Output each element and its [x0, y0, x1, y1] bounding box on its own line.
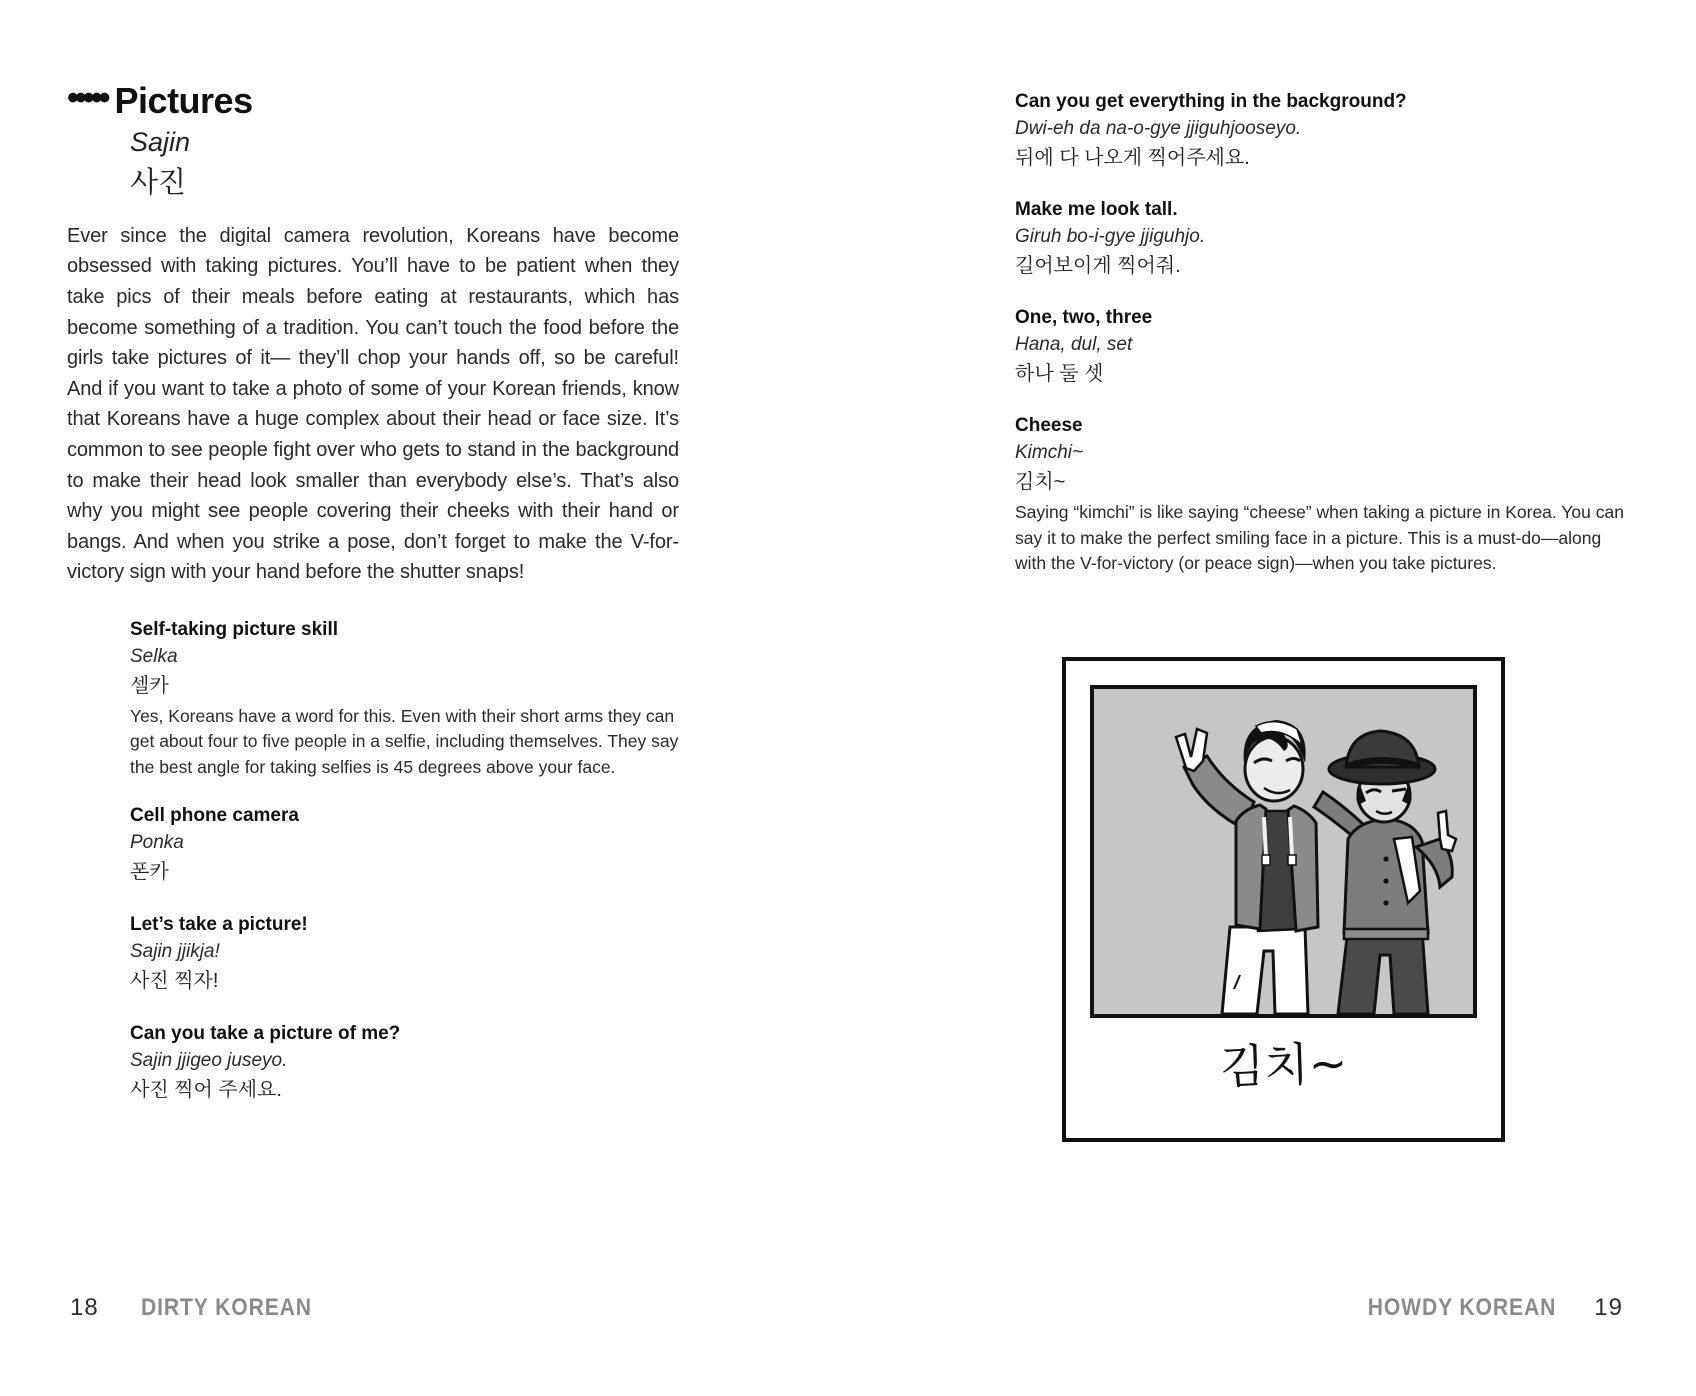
book-title-left: DIRTY KOREAN: [140, 1294, 312, 1321]
phrase-entry: [1015, 304, 1631, 391]
chapter-title: Pictures: [114, 80, 253, 121]
phrase-korean: 하나 둘 셋: [1015, 363, 1104, 385]
phrase-list-left: [130, 616, 679, 1108]
chapter-title-row: [67, 78, 679, 121]
phrase-entry: [130, 1020, 679, 1107]
phrase-romanization: Dwi-eh da na-o-gye jjiguhjooseyo.: [1015, 118, 1302, 139]
phrase-romanization: Ponka: [130, 832, 184, 854]
phrase-romanization: Sajin jjigeo juseyo.: [130, 1050, 288, 1072]
phrase-entry: [130, 911, 679, 998]
phrase-english: Let’s take a picture!: [130, 914, 308, 936]
phrase-english: One, two, three: [1015, 307, 1153, 328]
friends-posing-illustration: [1090, 685, 1477, 1018]
phrase-korean: 사진 찍어 주세요.: [130, 1079, 282, 1102]
phrase-entry: [1015, 196, 1631, 283]
phrase-note: Yes, Koreans have a word for this. Even with their short arms they can get about four to five people in a selfie, including themselves. They say the best angle for taking selfies is 45 degrees above your face.: [130, 705, 679, 777]
phrase-korean: 김치~: [1015, 471, 1066, 493]
phrase-korean: 셀카: [130, 674, 169, 697]
phrase-romanization: Giruh bo-i-gye jjiguhjo.: [1015, 226, 1206, 247]
phrase-entry: [130, 802, 679, 889]
phrase-note: Saying “kimchi” is like saying “cheese” when taking a picture in Korea. You can say it to make the perfect smiling face in a picture. This is a must-do—along with the V-for-victory (or peace sign)—when you take pictures.: [1015, 502, 1624, 573]
phrase-korean: 길어보이게 찍어줘.: [1015, 255, 1181, 277]
left-page: [67, 78, 679, 1129]
phrase-english: Can you get everything in the background?: [1015, 91, 1407, 112]
page-number-right: 19: [1594, 1294, 1623, 1321]
phrase-english: Self-taking picture skill: [130, 618, 338, 640]
phrase-entry: [1015, 88, 1631, 175]
book-title-right: HOWDY KOREAN: [1367, 1294, 1557, 1321]
right-page: [1015, 88, 1631, 598]
phrase-korean: 폰카: [130, 861, 169, 884]
phrase-english: Make me look tall.: [1015, 199, 1178, 220]
chapter-romanization: Sajin: [130, 126, 191, 157]
phrase-korean: 뒤에 다 나오게 찍어주세요.: [1015, 147, 1250, 169]
intro-paragraph: Ever since the digital camera revolution, Koreans have become obsessed with taking pictures. You’ll have to be patient when they take pics of their meals before eating at restaurants, which has become something of a tradition. You can’t touch the food before the girls take pictures of it— they’ll chop your hands off, so be careful! And if you want to take a photo of some of your Korean friends, know that Koreans have a huge complex about their head or face size. It’s common to see people fight over who gets to stand in the background to make their head look smaller than everybody else’s. That’s also why you might see people covering their cheeks with their hand or bangs. And when you strike a pose, don’t forget to make the V-for-victory sign with your hand before the shutter snaps!: [67, 224, 679, 584]
footer-left: [70, 1294, 335, 1322]
footer-right: [1342, 1294, 1623, 1322]
chapter-korean: 사진: [130, 166, 187, 199]
phrase-english: Cell phone camera: [130, 805, 299, 827]
cartoon-two-friends: [1094, 689, 1473, 1014]
title-bullets-icon: •••••: [67, 78, 107, 117]
phrase-romanization: Hana, dul, set: [1015, 334, 1133, 355]
phrase-entry: [1015, 412, 1631, 577]
polaroid-frame: [1062, 657, 1505, 1142]
page-number-left: 18: [70, 1294, 99, 1321]
phrase-entry: [130, 616, 679, 781]
phrase-english: Can you take a picture of me?: [130, 1023, 401, 1045]
phrase-romanization: Sajin jjikja!: [130, 941, 220, 963]
phrase-korean: 사진 찍자!: [130, 970, 219, 993]
photo-caption: 김치~: [1218, 1035, 1349, 1095]
phrase-english: Cheese: [1015, 415, 1083, 436]
phrase-romanization: Selka: [130, 645, 178, 667]
phrase-romanization: Kimchi~: [1015, 442, 1084, 463]
